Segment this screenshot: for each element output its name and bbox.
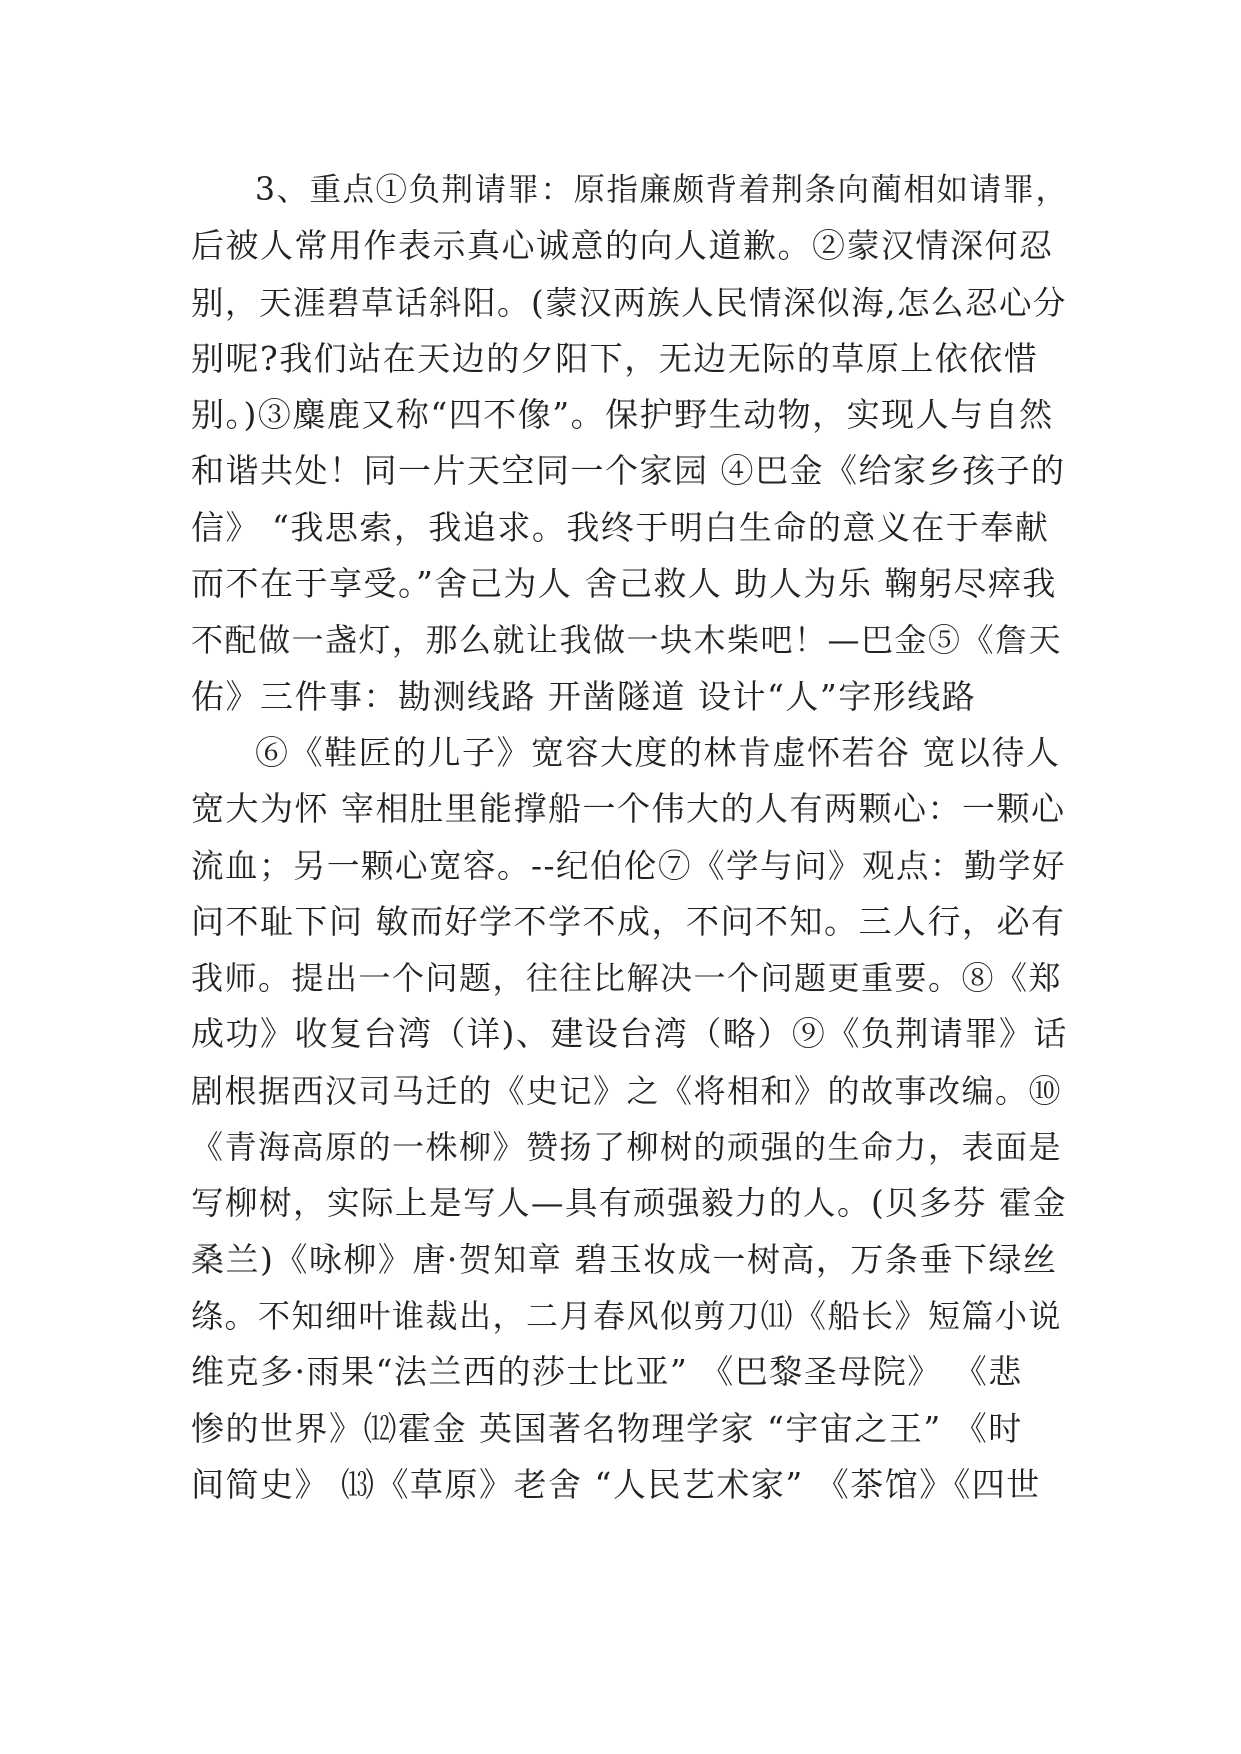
- text-line: 维克多·雨果“法兰西的莎士比亚” 《巴黎圣母院》 《悲: [191, 1352, 1023, 1392]
- text-line: 流血；另一颗心宽容。--纪伯伦⑦《学与问》观点：勤学好: [191, 846, 1066, 885]
- text-line: 别，天涯碧草话斜阳。(蒙汉两族人民情深似海,怎么忍心分: [191, 283, 1068, 322]
- text-line: 后被人常用作表示真心诚意的向人道歉。②蒙汉情深何忍: [191, 226, 1054, 266]
- text-line: 剧根据西汉司马迁的《史记》之《将相和》的故事改编。⑩: [191, 1071, 1063, 1110]
- text-line: 绦。不知细叶谁裁出，二月春风似剪刀⑾《船长》短篇小说: [191, 1296, 1063, 1335]
- text-line: 别呢?我们站在天边的夕阳下，无边无际的草原上依依惜: [191, 338, 1039, 378]
- text-line: 不配做一盏灯，那么就让我做一块木柴吧！—巴金⑤《詹天: [191, 621, 1063, 660]
- body-text: [191, 162, 1071, 1513]
- text-line: 间简史》 ⒀《草原》老舍 “人民艺术家” 《茶馆》《四世: [191, 1464, 1041, 1504]
- text-line: 别。)③麋鹿又称“四不像”。保护野生动物，实现人与自然: [191, 395, 1054, 435]
- text-line: 桑兰)《咏柳》唐·贺知章 碧玉妆成一树高，万条垂下绿丝: [191, 1239, 1058, 1279]
- text-line: 而不在于享受。”舍己为人 舍己救人 助人为乐 鞠躬尽瘁我: [191, 564, 1057, 604]
- text-line: 成功》收复台湾（详)、建设台湾（略）⑨《负荆请罪》话: [191, 1014, 1068, 1054]
- text-line: 宽大为怀 宰相肚里能撑船一个伟大的人有两颗心：一颗心: [191, 789, 1066, 829]
- text-line: 写柳树，实际上是写人—具有顽强毅力的人。(贝多芬 霍金: [191, 1184, 1068, 1223]
- text-line: 3、重点①负荆请罪：原指廉颇背着荆条向蔺相如请罪，: [255, 172, 1069, 208]
- text-line: ⑥《鞋匠的儿子》宽容大度的林肯虚怀若谷 宽以待人: [255, 732, 1061, 772]
- text-line: 惨的世界》⑿霍金 英国著名物理学家 “宇宙之王” 《时: [191, 1408, 1023, 1448]
- text-line: 我师。提出一个问题，往往比解决一个问题更重要。⑧《郑: [191, 959, 1063, 998]
- text-line: 《青海高原的一株柳》赞扬了柳树的顽强的生命力，表面是: [191, 1128, 1063, 1167]
- text-line: 和谐共处！同一片天空同一个家园 ④巴金《给家乡孩子的: [191, 451, 1066, 491]
- text-line: 信》 “我思索，我追求。我终于明白生命的意义在于奉献: [191, 507, 1050, 547]
- text-line: 佑》三件事：勘测线路 开凿隧道 设计“人”字形线路: [191, 676, 977, 716]
- text-line: 问不耻下问 敏而好学不学不成，不问不知。三人行，必有: [191, 901, 1066, 941]
